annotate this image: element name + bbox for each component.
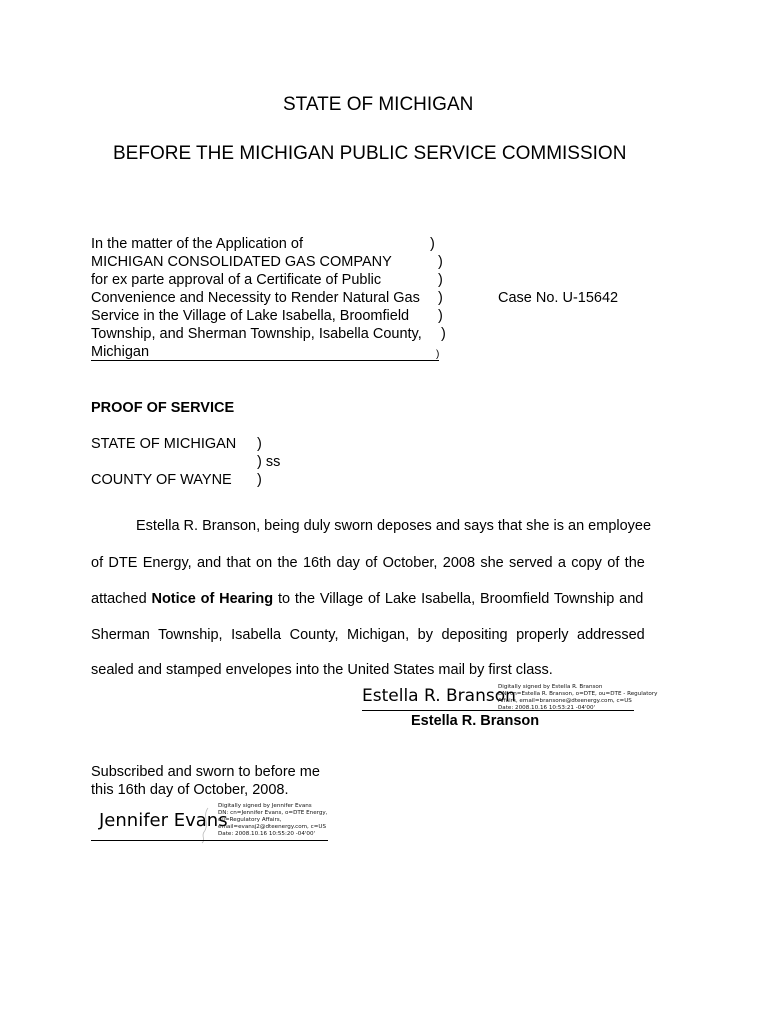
caption-paren: ) [438, 308, 443, 324]
digital-signature-line: email=evansj2@dteenergy.com, c=US [218, 824, 327, 830]
notice-of-hearing: Notice of Hearing [151, 591, 274, 607]
affiant-signature-name: Estella R. Branson [362, 686, 516, 706]
notary-digital-signature-details [218, 803, 327, 838]
digital-signature-line: ou=Regulatory Affairs, [218, 817, 282, 823]
venue-paren: ) [257, 436, 262, 452]
caption-paren: ) [441, 326, 446, 342]
notary-signature-line [91, 840, 328, 841]
caption-line-1: In the matter of the Application of [91, 236, 303, 252]
jurat-line-1: Subscribed and sworn to before me [91, 764, 320, 780]
digital-signature-line: Digitally signed by Estella R. Branson [498, 684, 603, 690]
digital-signature-line: Affairs, email=bransone@dteenergy.com, c=US [498, 698, 632, 704]
venue-paren: ) [257, 472, 262, 488]
caption-line-5: Service in the Village of Lake Isabella, Broomfield [91, 308, 410, 324]
notary-signature-name: Jennifer Evans [99, 810, 228, 831]
caption-underline [91, 360, 439, 361]
affiant-signature-line [362, 710, 634, 711]
affidavit-text: attached [91, 591, 152, 607]
venue-state: STATE OF MICHIGAN [91, 436, 237, 452]
caption-line-3: for ex parte approval of a Certificate of Public [91, 272, 382, 288]
digital-signature-line: DN: cn=Jennifer Evans, o=DTE Energy, [218, 810, 328, 816]
affiant-printed-name: Estella R. Branson [411, 713, 540, 729]
caption-line-2: MICHIGAN CONSOLIDATED GAS COMPANY [91, 254, 392, 270]
state-title: STATE OF MICHIGAN [283, 94, 474, 115]
proof-heading: PROOF OF SERVICE [91, 400, 235, 416]
affidavit-line-4: Sherman Township, Isabella County, Michigan, by depositing properly addressed [91, 627, 645, 643]
caption-paren: ) [436, 349, 440, 360]
digital-signature-line: Digitally signed by Jennifer Evans [218, 803, 312, 809]
venue-ss: ) ss [257, 454, 281, 470]
caption-paren: ) [430, 236, 435, 252]
signature-flourish-icon [196, 806, 216, 844]
jurat-line-2: this 16th day of October, 2008. [91, 782, 289, 798]
caption-paren: ) [438, 290, 443, 306]
caption-paren: ) [438, 272, 443, 288]
commission-title: BEFORE THE MICHIGAN PUBLIC SERVICE COMMISSION [113, 143, 627, 164]
caption-paren: ) [438, 254, 443, 270]
affidavit-line-5: sealed and stamped envelopes into the United States mail by first class. [91, 662, 553, 678]
caption-line-7: Michigan [91, 344, 150, 360]
digital-signature-line: Date: 2008.10.16 10:55:20 -04'00' [218, 831, 316, 837]
affidavit-line-3 [91, 591, 643, 607]
affidavit-text: to the Village of Lake Isabella, Broomfield Township and [273, 591, 644, 607]
digital-signature-line: Date: 2008.10.16 10:53:21 -04'00' [498, 705, 596, 711]
affiant-digital-signature-details [498, 684, 657, 712]
digital-signature-line: DN: cn=Estella R. Branson, o=DTE, ou=DTE - Regulatory [498, 691, 658, 697]
affidavit-line-2: of DTE Energy, and that on the 16th day of October, 2008 she served a copy of the [91, 555, 645, 571]
case-number: Case No. U-15642 [498, 290, 619, 306]
caption-line-4: Convenience and Necessity to Render Natural Gas [91, 290, 420, 306]
venue-county: COUNTY OF WAYNE [91, 472, 232, 488]
caption-line-6: Township, and Sherman Township, Isabella County, [91, 326, 422, 342]
affidavit-line-1: Estella R. Branson, being duly sworn deposes and says that she is an employee [136, 518, 652, 534]
